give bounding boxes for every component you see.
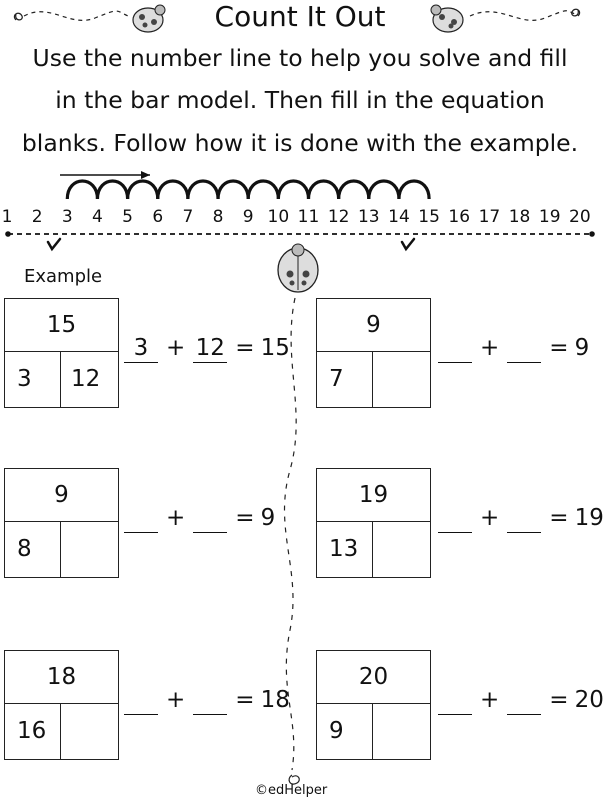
number-line-label: 2	[31, 207, 43, 227]
bar-model-part-2[interactable]	[373, 352, 431, 407]
bar-model-total: 20	[317, 651, 430, 704]
hop-arc	[158, 181, 188, 199]
equals-sign: =	[235, 505, 255, 531]
equals-sign: =	[235, 687, 255, 713]
equation-blank-2[interactable]	[193, 504, 227, 533]
plus-sign: +	[166, 505, 186, 531]
number-line-label: 6	[152, 207, 164, 227]
plus-sign: +	[480, 687, 500, 713]
page-title: Count It Out	[214, 0, 386, 33]
equation-blank-1[interactable]	[438, 334, 472, 363]
bar-model-part-1: 3	[5, 352, 61, 407]
number-line-label: 5	[122, 207, 134, 227]
plus-sign: +	[166, 687, 186, 713]
bar-model	[316, 468, 431, 578]
number-line-label: 12	[327, 207, 350, 227]
instruction-line-1: Use the number line to help you solve and fill	[32, 44, 568, 72]
number-line-endpoint	[5, 231, 11, 237]
equation-blank-1[interactable]	[438, 504, 472, 533]
equation-blank-2[interactable]	[507, 334, 541, 363]
bar-model	[4, 468, 119, 578]
swirl-icon	[14, 13, 22, 20]
equation-result: 20	[574, 687, 604, 713]
equation-result: 9	[574, 335, 590, 361]
number-line-label: 8	[212, 207, 224, 227]
copyright-credit: ©edHelper	[255, 783, 328, 798]
arrow-icon	[60, 171, 150, 179]
bar-model	[4, 298, 119, 408]
hop-arc	[218, 181, 248, 199]
equation	[122, 503, 275, 533]
equation-blank-2[interactable]	[507, 504, 541, 533]
bar-model-part-1: 8	[5, 522, 61, 577]
hop-arc	[369, 181, 399, 199]
number-line-label: 4	[92, 207, 103, 227]
equals-sign: =	[549, 335, 569, 361]
bar-model-part-1: 9	[317, 704, 373, 759]
number-line-label: 1	[1, 207, 13, 227]
hop-arc	[128, 181, 158, 199]
equation	[436, 503, 604, 533]
equation-result: 9	[260, 505, 276, 531]
hop-arc	[339, 181, 369, 199]
number-line-label: 7	[182, 207, 194, 227]
header-decoration	[0, 0, 600, 45]
number-line-label: 3	[61, 207, 73, 227]
number-line-label: 17	[478, 207, 501, 227]
equation	[122, 685, 290, 715]
number-line-label: 9	[242, 207, 254, 227]
hop-arc	[248, 181, 278, 199]
instruction-line-2: in the bar model. Then fill in the equation	[55, 86, 545, 114]
number-line-endpoint	[589, 231, 595, 237]
equation-blank-2[interactable]: 12	[193, 334, 227, 363]
bar-model-part-2[interactable]: 12	[71, 366, 101, 392]
bar-model-total: 19	[317, 469, 430, 522]
hop-arcs	[67, 181, 429, 199]
equation-blank-1[interactable]	[438, 686, 472, 715]
equation-result: 19	[574, 505, 604, 531]
bar-model-part-1: 7	[317, 352, 373, 407]
hop-arc	[399, 181, 429, 199]
number-line-label: 18	[508, 207, 531, 227]
hop-arc	[97, 181, 127, 199]
equation-blank-1[interactable]: 3	[124, 334, 158, 363]
hop-arc	[188, 181, 218, 199]
equals-sign: =	[549, 687, 569, 713]
bar-model-part-1: 16	[5, 704, 61, 759]
number-line-label: 10	[267, 207, 290, 227]
ladybug-icon	[133, 5, 165, 32]
bar-model-part-2[interactable]	[373, 522, 431, 577]
number-line-label: 14	[388, 207, 410, 227]
number-line-label: 20	[569, 207, 591, 227]
bar-model-part-2[interactable]	[373, 704, 431, 759]
equals-sign: =	[549, 505, 569, 531]
bar-model-total: 18	[5, 651, 118, 704]
dashed-trail-left	[24, 11, 128, 20]
equation-blank-2[interactable]	[193, 686, 227, 715]
bar-model-total: 15	[5, 299, 118, 352]
example-label: Example	[24, 266, 103, 287]
bar-model-part-2[interactable]	[61, 522, 119, 577]
bar-model-total: 9	[317, 299, 430, 352]
equation-blank-1[interactable]	[124, 504, 158, 533]
equals-sign: =	[235, 335, 255, 361]
number-line-label: 16	[448, 207, 471, 227]
equation	[436, 685, 604, 715]
hop-arc	[309, 181, 339, 199]
hop-arc	[67, 181, 97, 199]
ladybug-icon	[278, 244, 318, 292]
dashed-trail-right	[470, 11, 575, 21]
checkmark-icon	[48, 239, 60, 249]
number-line-label: 11	[297, 207, 320, 227]
number-line-label: 13	[357, 207, 380, 227]
number-line-labels	[2, 207, 591, 227]
plus-sign: +	[480, 335, 500, 361]
bar-model-total: 9	[5, 469, 118, 522]
plus-sign: +	[166, 335, 186, 361]
equation	[122, 333, 290, 363]
bar-model-part-1: 13	[317, 522, 373, 577]
bar-model	[316, 298, 431, 408]
bar-model	[4, 650, 119, 760]
checkmark-icon	[402, 239, 414, 249]
equation-blank-1[interactable]	[124, 686, 158, 715]
equation-result: 15	[260, 335, 290, 361]
ladybug-icon	[431, 5, 463, 32]
equation-blank-2[interactable]	[507, 686, 541, 715]
plus-sign: +	[480, 505, 500, 531]
number-line-label: 15	[418, 207, 440, 227]
equation	[436, 333, 589, 363]
bar-model	[316, 650, 431, 760]
hop-arc	[278, 181, 308, 199]
bar-model-part-2[interactable]	[61, 704, 119, 759]
number-line-label: 19	[538, 207, 561, 227]
instruction-line-3: blanks. Follow how it is done with the example.	[21, 129, 579, 157]
equation-result: 18	[260, 687, 290, 713]
